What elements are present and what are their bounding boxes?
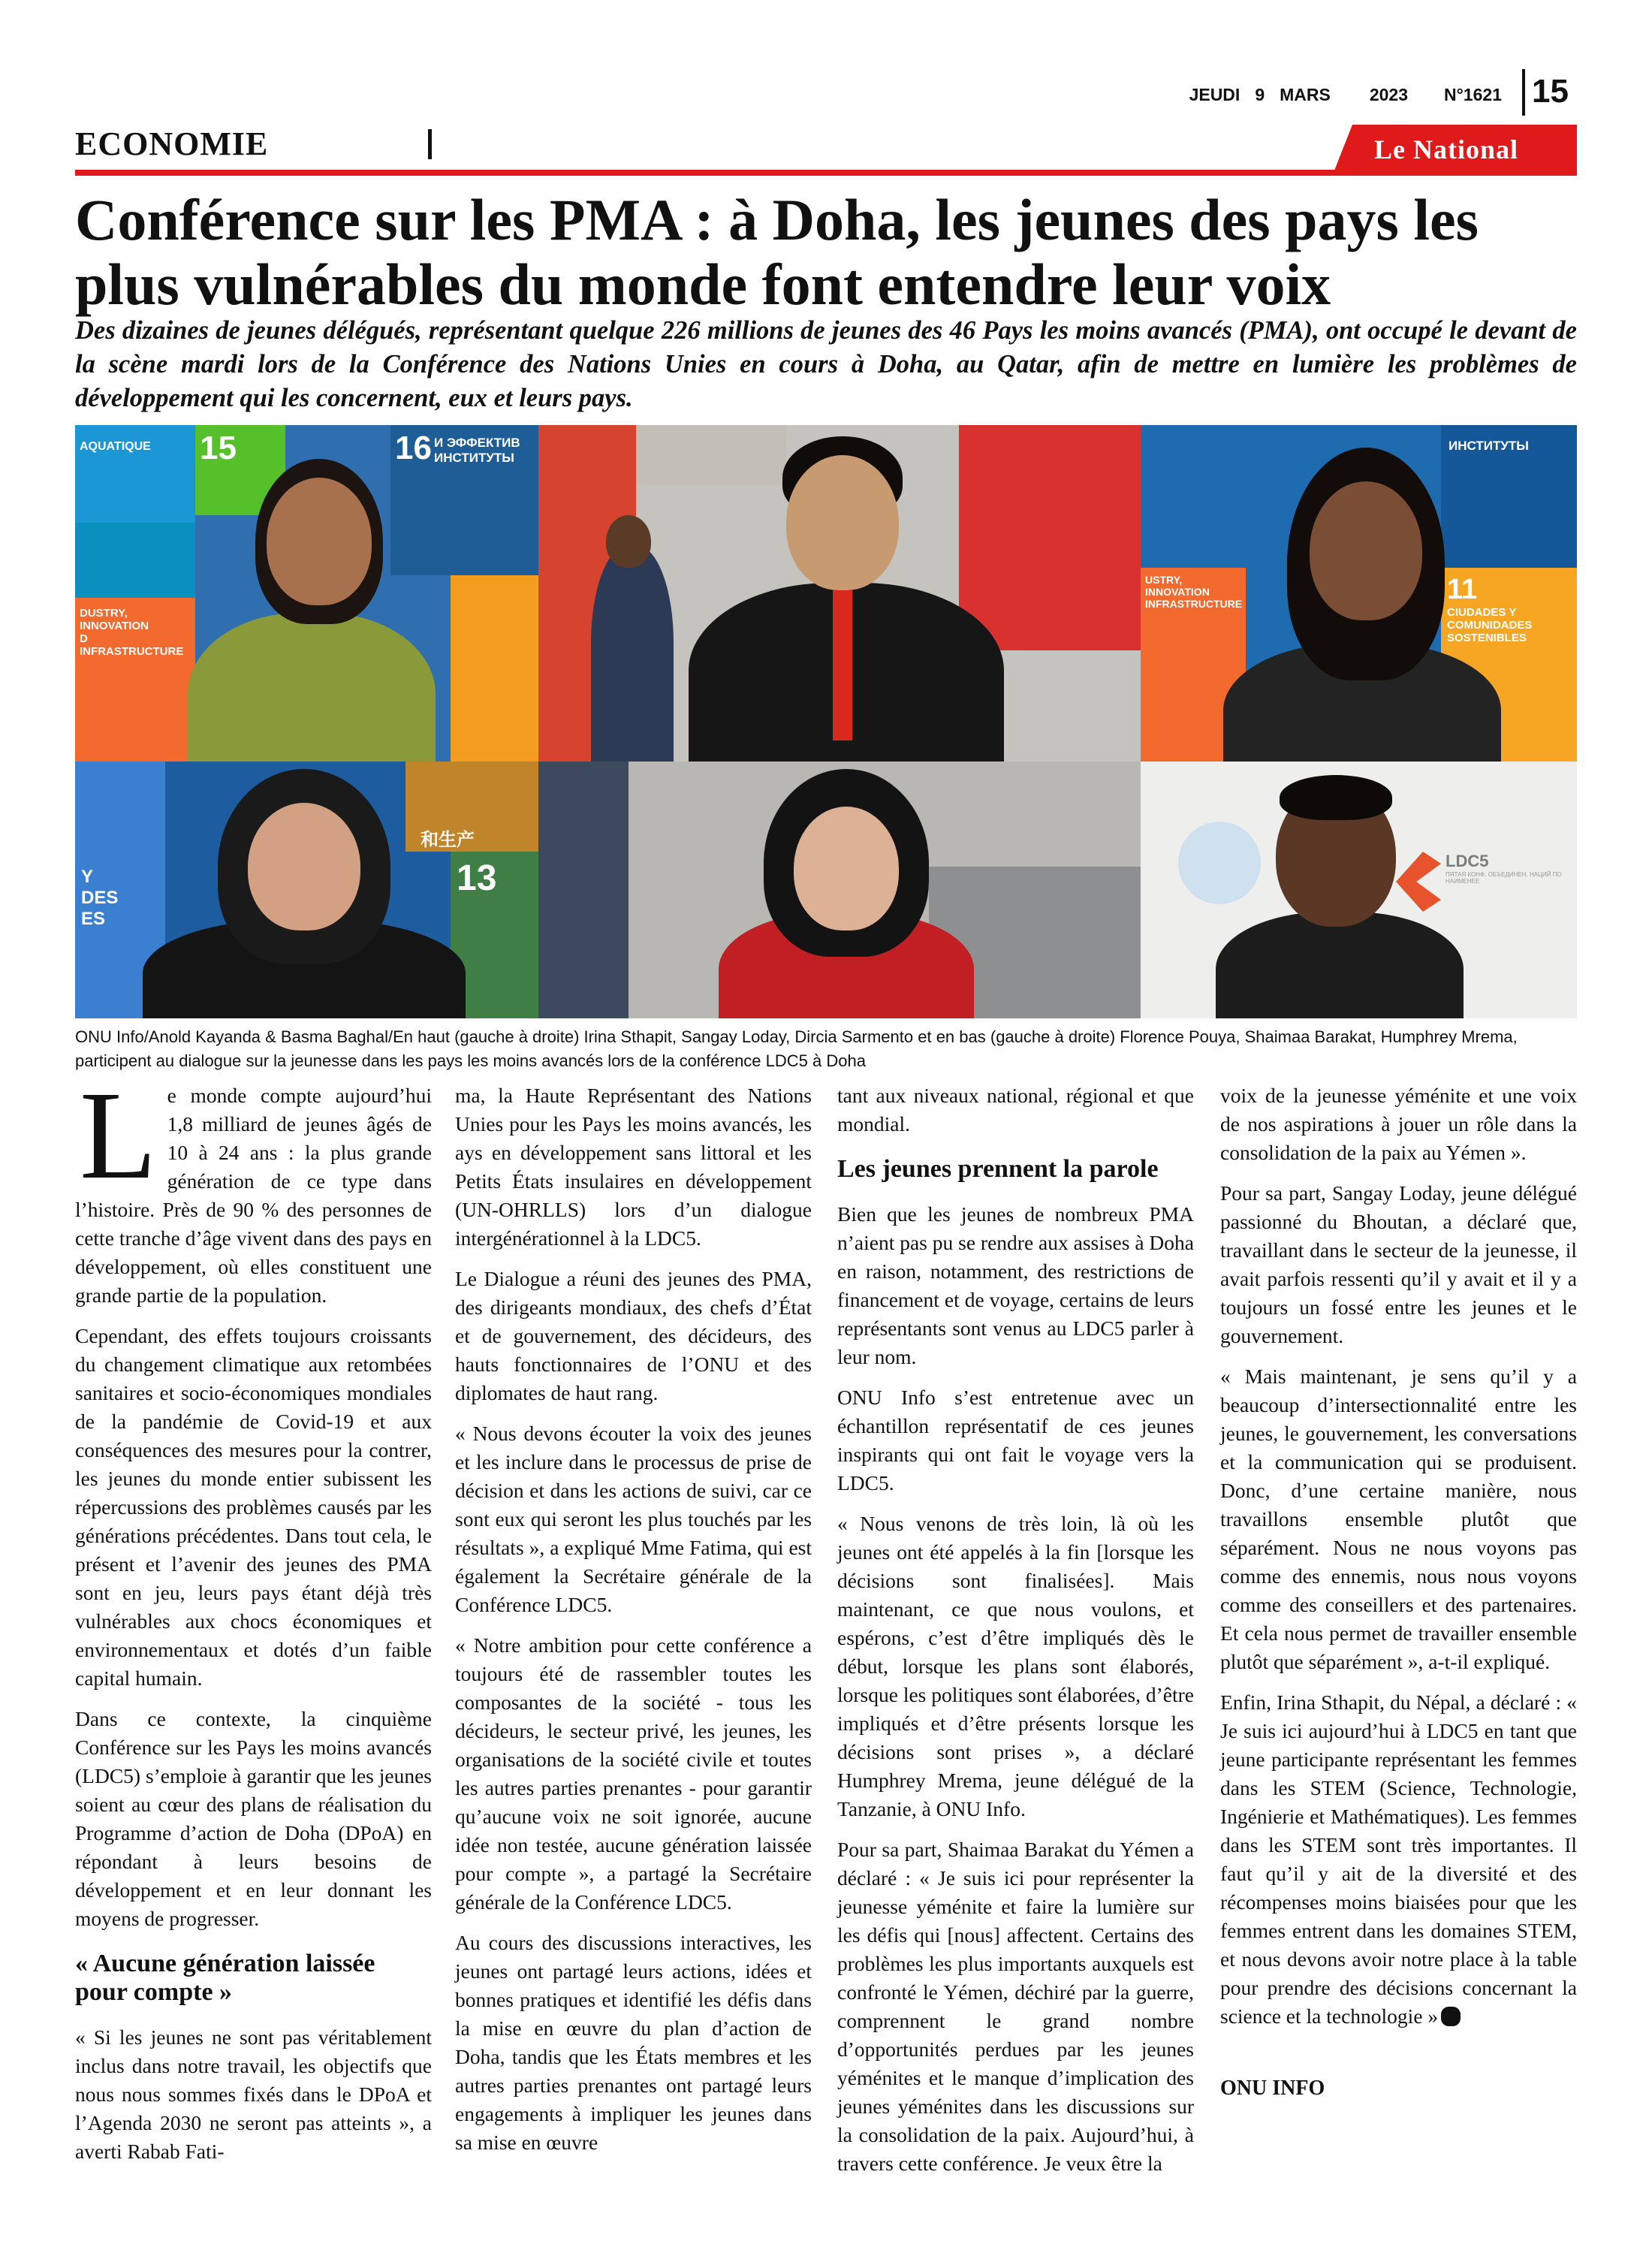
bg-panel-red	[959, 425, 1141, 650]
article-column-3	[837, 1081, 1194, 2190]
col3-subheading: Les jeunes prennent la parole	[837, 1155, 1159, 1183]
col4-paragraph-4-text: Enfin, Irina Sthapit, du Népal, a déclaré : « Je suis ici aujourd’hui à LDC5 en tant que jeune participante représentant les femmes dans les STEM (Science, Technologie, Ingénierie et Mathématiques). Les femmes dans les STEM sont très importantes. Il faut qu’il y ait de la diversité et des récompenses moins biaisées pour que les femmes entrent dans les domaines STEM, et nous devons avoir notre place à la table pour prendre des décisions concernant la science et la technologie »	[1220, 1691, 1577, 2028]
person-face	[248, 803, 360, 930]
cyrillic-label-2: ИНСТИТУТЫ	[434, 451, 514, 465]
col2-paragraph-2: Le Dialogue a réuni des jeunes des PMA, des dirigeants mondiaux, des chefs d’État et de gouvernement, des décideurs, des hauts fonctionnaires de l’ONU et des diplomates de haut rang.	[455, 1267, 812, 1404]
col2-paragraph-5: Au cours des discussions interactives, les jeunes ont partagé leurs actions, idées et bonnes pratiques et identifié les défis dans la mise en œuvre du plan d’action de Doha, tandis que les États membres et les autres parties prenantes ont partagé leurs engagements à impliquer les jeunes dans sa mise en œuvre	[455, 1931, 812, 2154]
photo-irina-sthapit	[75, 425, 538, 762]
col4-paragraph-1: voix de la jeunesse yéménite et une voix de nos aspirations à jouer un rôle dans la consolidation de la paix au Yémen ».	[1220, 1084, 1577, 1164]
industry-label-2: USTRY, INNOVATION	[1145, 574, 1210, 598]
sdg-tile-12	[75, 523, 195, 598]
sdg-tile-16-number: 16	[395, 430, 432, 466]
infrastructure-label: D INFRASTRUCTURE	[80, 632, 184, 658]
col4-paragraph-4	[1220, 1688, 1577, 2031]
cyrillic-label-3: ИНСТИТУТЫ	[1449, 439, 1529, 453]
col1-paragraph-1-text: e monde compte aujourd’hui 1,8 milliard de jeunes âgés de 10 à 24 ans : la plus grande génération de ce type dans l’histoire. Près de 90 % des personnes de cette tranche d’âge vivent dans des pays en développement, où elles constituent une grande partie de la population.	[75, 1084, 432, 1307]
bystander-face	[606, 515, 651, 568]
ldc5-logo	[1441, 844, 1577, 934]
un-emblem	[1178, 822, 1261, 904]
issue-day: JEUDI	[1189, 84, 1241, 104]
issue-year: 2023	[1369, 84, 1409, 104]
section-label: ECONOMIE	[75, 125, 269, 162]
photo-humphrey-mrema	[1141, 762, 1577, 1018]
photo-sangay-loday	[538, 425, 1141, 762]
bystander-body	[591, 545, 674, 762]
photo-florence-pouya	[75, 762, 538, 1018]
col1-subheading: « Aucune génération laissée pour compte »	[75, 1950, 375, 2006]
end-of-article-icon	[1441, 2007, 1461, 2026]
sdg-tile-12-cn	[405, 762, 538, 852]
ldc5-logo-text: LDC5	[1446, 852, 1489, 870]
infrastructure-label-2: INFRASTRUCTURE	[1145, 598, 1243, 610]
col3-paragraph-2: Bien que les jeunes de nombreux PMA n’aient pas pu se rendre aux assises à Doha en raison, notamment, des restrictions de financement et de voyage, certains de leurs représentants sont venus au LDC5 parler à leur nom.	[837, 1202, 1194, 1368]
photo-caption: ONU Info/Anold Kayanda & Basma Baghal/En haut (gauche à droite) Irina Sthapit, Sangay Loday, Dircia Sarmento et en bas (gauche à droite) Florence Pouya, Shaimaa Barakat, Humphrey Mrema, participent au dialogue sur la jeunesse dans les pays les moins avancés lors de la conférence LDC5 à Doha	[75, 1027, 1518, 1070]
article-column-4	[1220, 1081, 1577, 2115]
person-face	[794, 807, 899, 930]
person-hair	[1280, 775, 1392, 820]
photo-dircia-sarmento	[1141, 425, 1577, 762]
sdg-label-des: DES	[81, 888, 119, 908]
industry-label: DUSTRY, INNOVATION	[80, 607, 149, 632]
article-column-2	[455, 1081, 812, 2169]
col2-paragraph-1: ma, la Haute Représentant des Nations Unies pour les Pays les moins avancés, les ays en développement sans littoral et les Petits États insulaires en développement (UN-OHRLLS) lors d’un dialogue intergénérationnel à la LDC5.	[455, 1084, 812, 1250]
section-divider	[428, 129, 432, 159]
article-column-1	[75, 1066, 432, 2178]
person-face	[267, 478, 372, 605]
sdg-tile-9	[75, 598, 195, 762]
ldc5-logo-subtext: ПЯТАЯ КОНФ. ОБЪЕДИНЕН. НАЦИЙ ПО НАИМЕНЕЕ	[1446, 871, 1562, 885]
drop-cap: L	[80, 1066, 157, 1205]
col3-paragraph-5: Pour sa part, Shaimaa Barakat du Yémen a déclaré : « Je suis ici pour représenter la jeunesse yéménite et faire la lumière sur les défis qui [nous] affectent. Certains des problèmes les plus importants auxquels est confronté le Yémen, déchiré par la guerre, comprennent le grand nombre d’opportunités perdues par les jeunes yéménites et le manque d’implication des jeunes yéménites dans les discussions sur la consolidation de la paix. Aujourd’hui, à travers cette conférence. Je veux être la	[837, 1838, 1194, 2175]
sdg-label-y: Y	[81, 867, 94, 887]
col3-paragraph-3: ONU Info s’est entretenue avec un échantillon représentatif de ces jeunes inspirants qui ont fait le voyage vers la LDC5.	[837, 1386, 1194, 1494]
col3-paragraph-1: tant aux niveaux national, régional et que mondial.	[837, 1084, 1194, 1136]
page-number: 15	[1532, 73, 1569, 110]
person-face	[786, 455, 899, 590]
lanyard	[833, 590, 852, 740]
issue-meta	[826, 72, 1502, 117]
photo-shaimaa-barakat	[538, 762, 1141, 1018]
photo-collage	[75, 425, 1577, 1018]
article-lead: Des dizaines de jeunes délégués, représentant quelque 226 millions de jeunes des 46 Pays les moins avancés (PMA), ont occupé le devant de la scène mardi lors de la Conférence des Nations Unies en cours à Doha, au Qatar, afin de mettre en lumière les problèmes de développement qui les concernent, eux et leurs pays.	[75, 316, 1577, 412]
sdg-tile-16-cyr	[1441, 425, 1577, 568]
sdg-11-label: CIUDADES Y COMUNIDADES SOSTENIBLES	[1447, 606, 1533, 644]
col3-paragraph-4: « Nous venons de très loin, là où les jeunes ont été appelés à la fin [lorsque les décisions sont finalisées]. Mais maintenant, ce que nous voulons, et espérons, c’est d’être impliqués dès le début, lorsque les plans sont élaborés, lorsque les politiques sont élaborées, d’être impliqués et d’être présents lorsque les décisions sont prises », a déclaré Humphrey Mrema, jeune délégué de la Tanzanie, à ONU Info.	[837, 1512, 1195, 1820]
article-signature: ONU INFO	[1220, 2077, 1325, 2100]
col4-paragraph-2: Pour sa part, Sangay Loday, jeune délégué passionné du Bhoutan, a déclaré que, travaillant dans le secteur de la jeunesse, il avait parfois ressenti qu’il y avait et il y a toujours un fossé entre les jeunes et le gouvernement.	[1220, 1181, 1577, 1347]
sdg-13-number: 13	[457, 858, 497, 898]
sdg-label-es: ES	[81, 909, 106, 929]
col1-paragraph-3: Dans ce contexte, la cinquième Conférence sur les Pays les moins avancés (LDC5) s’emploie à garantir que les jeunes soient au cœur des plans de réalisation du Programme d’action de Doha (DPoA) en répondant à leurs besoins de développement et en leur donnant les moyens de progresser.	[75, 1707, 432, 1930]
brand-name: Le National	[1374, 134, 1519, 164]
article-headline: Conférence sur les PMA : à Doha, les jeunes des pays les plus vulnérables du monde font entendre leur voix	[75, 187, 1479, 317]
col1-paragraph-4: « Si les jeunes ne sont pas véritablement inclus dans notre travail, les objectifs que nous nous sommes fixés dans le DPoA et l’Agenda 2030 ne seront pas atteints », a averti Rabab Fati-	[75, 2025, 432, 2163]
col1-paragraph-2: Cependant, des effets toujours croissants du changement climatique aux retombées sanitaires et socio-économiques mondiales de la pandémie de Covid-19 et aux conséquences des mesures pour la contrer, les jeunes du monde entier subissent les répercussions des problèmes causés par les générations précédentes. Dans tout cela, le présent et l’avenir des jeunes des PMA sont en jeu, leurs pays étant déjà très vulnérables aux chocs économiques et environnementaux et dotés d’un faible capital humain.	[75, 1324, 432, 1690]
issue-number: N°1621	[1444, 84, 1502, 104]
cyrillic-label-1: И ЭФФЕКТИВ	[434, 436, 520, 450]
col2-paragraph-3: « Nous devons écouter la voix des jeunes et les inclure dans le processus de prise de décision et dans les actions de suivi, car ce sont eux qui seront les plus touchés par les résultats », a expliqué Mme Fatima, qui est également la Secrétaire générale de la Conférence LDC5.	[455, 1422, 812, 1616]
col4-paragraph-3: « Mais maintenant, je sens qu’il y a beaucoup d’intersectionnalité entre les jeunes, le gouvernement, les conversations et la communication qui se produisent. Donc, d’une certaine manière, nous travaillons ensemble plutôt que séparément. Nous ne nous voyons pas comme des ennemis, nous nous voyons comme des conseillers et des partenaires. Et cela nous permet de travailler ensemble plutôt que séparément », a-t-il expliqué.	[1220, 1365, 1577, 1673]
page-number-rule	[1522, 69, 1525, 116]
person-body	[1216, 912, 1464, 1018]
issue-date-num: 9	[1255, 84, 1265, 104]
sdg-text-right	[428, 425, 538, 500]
sdg-tile-4	[451, 575, 538, 762]
person-body	[188, 613, 436, 762]
sdg-11-number: 11	[1447, 574, 1478, 605]
issue-month: MARS	[1280, 84, 1331, 104]
chinese-label: 和生产	[421, 830, 475, 850]
sdg-tile-15-number: 15	[200, 430, 237, 466]
col2-paragraph-4: « Notre ambition pour cette conférence a toujours été de rassembler toutes les composantes de la société - tous les décideurs, le secteur privé, les jeunes, les organisations de la société civile et toutes les autres parties prenantes - pour garantir qu’aucune voix ne soit ignorée, aucune idée non testée, aucune génération laissée pour compte », a partagé la Secrétaire générale de la Conférence LDC5.	[455, 1633, 812, 1914]
person-face	[1310, 481, 1422, 620]
bg-panel-top	[636, 425, 786, 485]
col1-paragraph-1	[75, 1066, 432, 1310]
bg-panel-left	[538, 762, 629, 1018]
aquatique-label: AQUATIQUE	[80, 440, 151, 453]
